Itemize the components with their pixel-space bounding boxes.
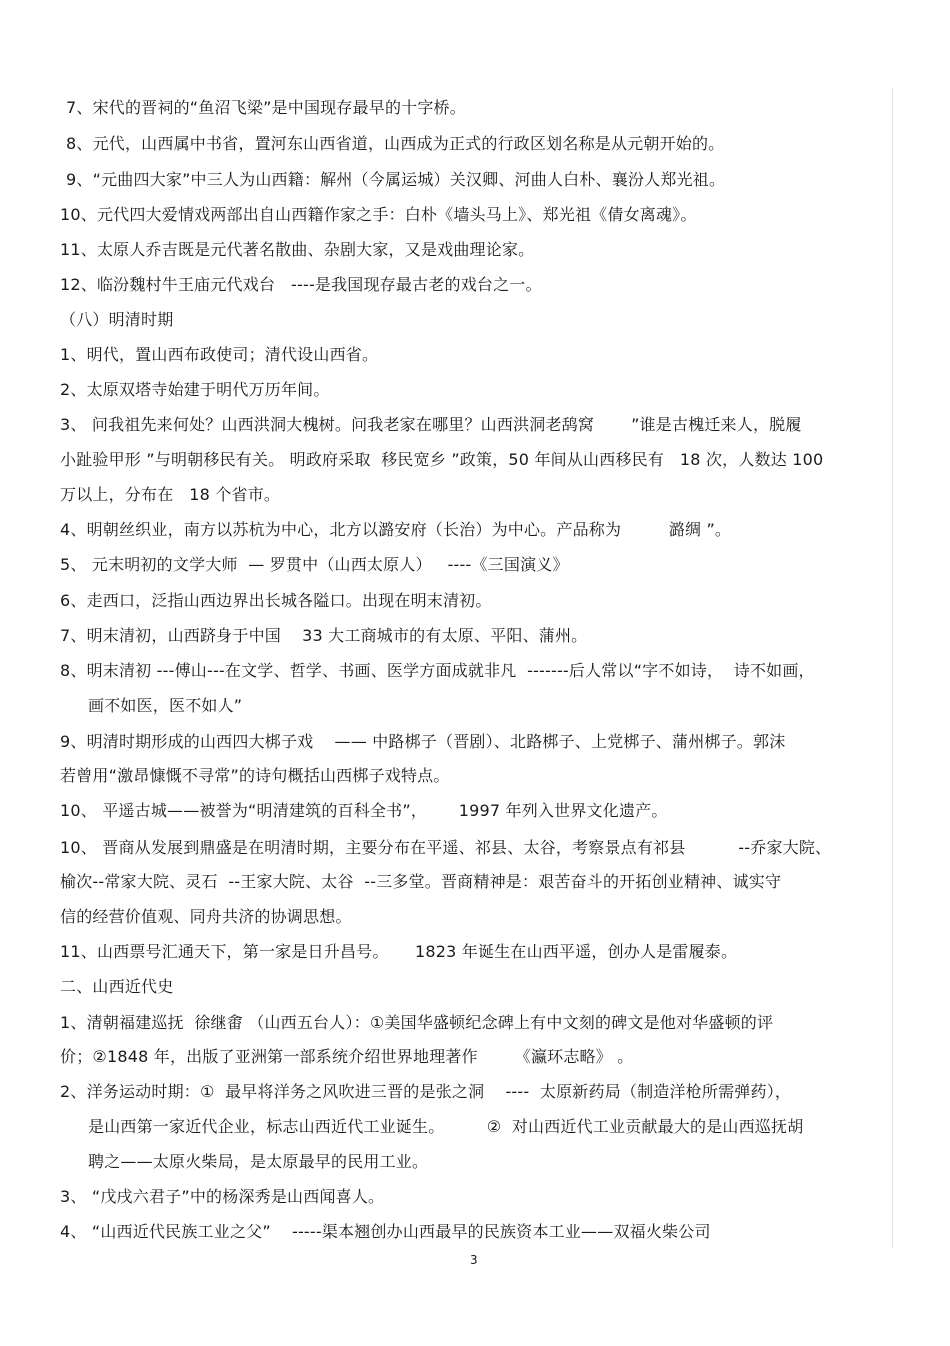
text-line: 7、明末清初，山西跻身于中国 33 大工商城市的有太原、平阳、蒲州。	[60, 626, 588, 645]
text-line: 万以上，分布在 18 个省市。	[60, 485, 281, 504]
page-number: 3	[470, 1253, 478, 1267]
text-line: 9、“元曲四大家”中三人为山西籍：解州（今属运城）关汉卿、河曲人白朴、襄汾人郑光祖。	[66, 170, 726, 189]
text-line: 聘之——太原火柴局，是太原最早的民用工业。	[88, 1152, 429, 1171]
text-line: 4、明朝丝织业，南方以苏杭为中心，北方以潞安府（长治）为中心。产品称为 潞绸 ”。	[60, 520, 732, 539]
text-line: 8、元代，山西属中书省，置河东山西省道，山西成为正式的行政区划名称是从元朝开始的。	[66, 134, 725, 153]
text-line: 若曾用“激昂慷慨不寻常”的诗句概括山西梆子戏特点。	[60, 766, 450, 785]
text-line: 信的经营价值观、同舟共济的协调思想。	[60, 907, 352, 926]
text-line: 榆次--常家大院、灵石 --王家大院、太谷 --三多堂。晋商精神是：艰苦奋斗的开拓创业精神、诚实守	[60, 872, 782, 891]
section-heading: 二、山西近代史	[60, 977, 174, 996]
text-line: 是山西第一家近代企业，标志山西近代工业诞生。 ② 对山西近代工业贡献最大的是山西巡抚胡	[88, 1117, 804, 1136]
text-line: 6、走西口，泛指山西边界出长城各隘口。出现在明末清初。	[60, 591, 492, 610]
text-line: 1、清朝福建巡抚 徐继畬 （山西五台人）：①美国华盛顿纪念碑上有中文刻的碑文是他对华盛顿的评	[60, 1013, 774, 1032]
text-line: 4、 “山西近代民族工业之父” -----渠本翘创办山西最早的民族资本工业——双福火柴公司	[60, 1222, 711, 1241]
text-line: 1、明代，置山西布政使司；清代设山西省。	[60, 345, 379, 364]
text-line: 画不如医，医不如人”	[88, 696, 243, 715]
text-line: 价；②1848 年，出版了亚洲第一部系统介绍世界地理著作 《瀛环志略》 。	[60, 1047, 634, 1066]
text-line: 小趾验甲形 ”与明朝移民有关。 明政府采取 移民宽乡 ”政策，50 年间从山西移民有 18 次，人数达 100	[60, 450, 824, 469]
section-heading: （八）明清时期	[60, 310, 174, 329]
text-line: 12、临汾魏村牛王庙元代戏台 ----是我国现存最古老的戏台之一。	[60, 275, 542, 294]
text-line: 10、 晋商从发展到鼎盛是在明清时期，主要分布在平遥、祁县、太谷，考察景点有祁县 --乔家大院、	[60, 838, 832, 857]
page-edge-rule	[892, 88, 893, 1248]
text-line: 10、 平遥古城——被誉为“明清建筑的百科全书”， 1997 年列入世界文化遗产。	[60, 801, 668, 820]
text-line: 7、宋代的晋祠的“鱼沼飞梁”是中国现存最早的十字桥。	[66, 98, 466, 117]
text-line: 3、 问我祖先来何处？山西洪洞大槐树。问我老家在哪里？山西洪洞老鸹窝 ”谁是古槐迁来人，脱履	[60, 415, 802, 434]
text-line: 9、明清时期形成的山西四大梆子戏 —— 中路梆子（晋剧）、北路梆子、上党梆子、蒲州梆子。郭沫	[60, 732, 786, 751]
text-line: 8、明末清初 ---傅山---在文学、哲学、书画、医学方面成就非凡 -------后人常以“字不如诗， 诗不如画，	[60, 661, 815, 680]
text-line: 11、山西票号汇通天下，第一家是日升昌号。 1823 年诞生在山西平遥，创办人是雷履泰。	[60, 942, 738, 961]
text-line: 10、元代四大爱情戏两部出自山西籍作家之手：白朴《墙头马上》、郑光祖《倩女离魂》。	[60, 205, 697, 224]
text-line: 2、太原双塔寺始建于明代万历年间。	[60, 380, 330, 399]
text-line: 2、洋务运动时期：① 最早将洋务之风吹进三晋的是张之洞 ---- 太原新药局（制造洋枪所需弹药），	[60, 1082, 792, 1101]
text-line: 3、 “戊戌六君子”中的杨深秀是山西闻喜人。	[60, 1187, 385, 1206]
text-line: 5、 元末明初的文学大师 — 罗贯中（山西太原人） ----《三国演义》	[60, 555, 569, 574]
text-line: 11、太原人乔吉既是元代著名散曲、杂剧大家，又是戏曲理论家。	[60, 240, 535, 259]
